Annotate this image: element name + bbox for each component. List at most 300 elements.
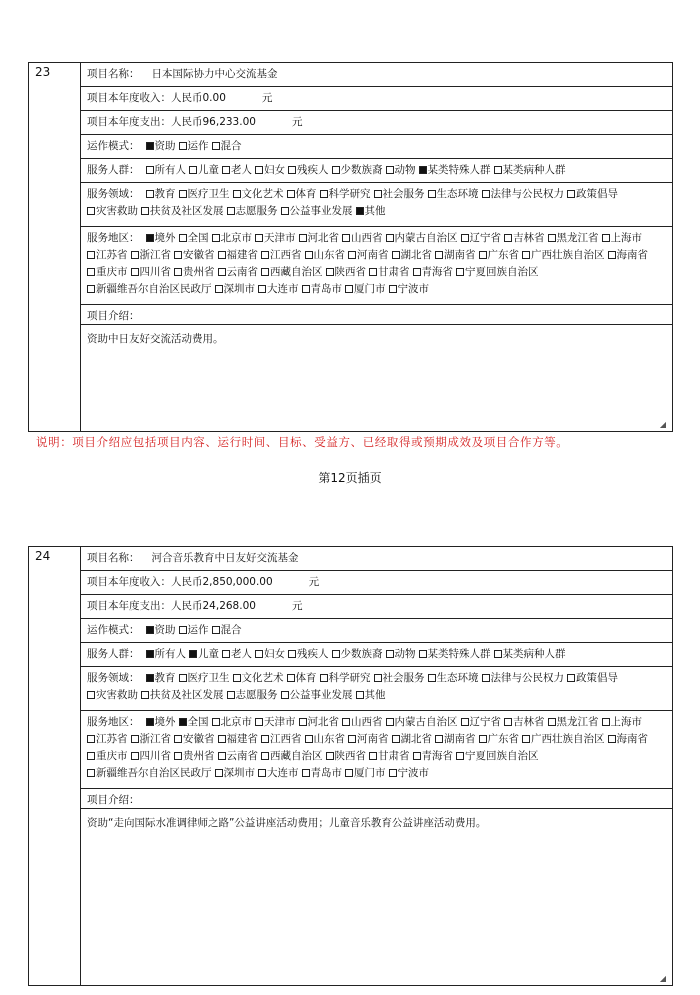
option-label: 四川省 [139, 750, 171, 762]
option-label: 广东省 [487, 249, 519, 261]
unchecked-box-icon[interactable] [179, 234, 187, 242]
checkbox-option[interactable] [386, 646, 416, 663]
checkbox-option[interactable] [131, 748, 172, 765]
checkbox-option[interactable] [174, 264, 215, 281]
field-label: 服务地区： [87, 716, 140, 728]
income-row [81, 87, 672, 111]
unchecked-box-icon[interactable] [302, 285, 310, 293]
checked-box-icon[interactable] [146, 718, 154, 726]
checkbox-option[interactable] [435, 247, 476, 264]
checkbox-option[interactable] [461, 714, 502, 731]
checkbox-option[interactable] [608, 247, 649, 264]
checkbox-option[interactable] [428, 670, 479, 687]
unchecked-box-icon[interactable] [179, 190, 187, 198]
checkbox-option[interactable] [218, 748, 259, 765]
option-label: 福建省 [226, 249, 258, 261]
checkbox-option[interactable] [332, 162, 383, 179]
unchecked-box-icon[interactable] [389, 285, 397, 293]
checkbox-option[interactable] [320, 186, 371, 203]
checkbox-option[interactable] [281, 203, 353, 220]
option-label: 陕西省 [334, 266, 366, 278]
checkbox-option[interactable] [369, 264, 410, 281]
unchecked-box-icon[interactable] [320, 190, 328, 198]
checked-box-icon[interactable] [179, 718, 187, 726]
option-label: 广西壮族自治区 [531, 733, 605, 745]
option-label: 科学研究 [328, 188, 371, 200]
unchecked-box-icon[interactable] [261, 735, 269, 743]
unchecked-box-icon[interactable] [233, 674, 241, 682]
checkbox-option[interactable] [233, 186, 284, 203]
checkbox-option[interactable] [413, 748, 454, 765]
checkbox-option[interactable] [356, 203, 386, 220]
checkbox-option[interactable] [389, 765, 430, 782]
unchecked-box-icon[interactable] [281, 207, 289, 215]
checkbox-option[interactable] [386, 230, 458, 247]
option-label: 混合 [220, 624, 242, 636]
checkbox-option[interactable] [389, 281, 430, 298]
checkbox-option[interactable] [419, 646, 491, 663]
unchecked-box-icon[interactable] [326, 752, 334, 760]
unchecked-box-icon[interactable] [332, 166, 340, 174]
unchecked-box-icon[interactable] [141, 207, 149, 215]
unchecked-box-icon[interactable] [87, 735, 95, 743]
checkbox-option[interactable] [255, 162, 285, 179]
option-label: 动物 [394, 164, 416, 176]
checkbox-option[interactable] [608, 731, 649, 748]
unchecked-box-icon[interactable] [146, 190, 154, 198]
unchecked-box-icon[interactable] [332, 650, 340, 658]
checked-box-icon[interactable] [146, 142, 154, 150]
unchecked-box-icon[interactable] [255, 166, 263, 174]
checkbox-option[interactable] [287, 186, 317, 203]
option-label: 老人 [231, 648, 252, 660]
checkbox-option[interactable] [482, 670, 565, 687]
checkbox-option[interactable] [348, 247, 389, 264]
checkbox-option[interactable] [218, 247, 259, 264]
checkbox-option[interactable] [146, 646, 187, 663]
checkbox-option[interactable] [320, 670, 371, 687]
checkbox-option[interactable] [281, 687, 353, 704]
option-label: 某类病种人群 [502, 164, 566, 176]
project-number: 23 [35, 65, 51, 79]
checkbox-option[interactable] [428, 186, 479, 203]
unchecked-box-icon[interactable] [212, 234, 220, 242]
option-label: 吉林省 [513, 232, 545, 244]
expense-value: 96,233.00 [202, 116, 256, 128]
unchecked-box-icon[interactable] [255, 718, 263, 726]
unchecked-box-icon[interactable] [215, 285, 223, 293]
unchecked-box-icon[interactable] [174, 268, 182, 276]
checkbox-option[interactable] [212, 230, 253, 247]
mode-row [81, 619, 672, 643]
unchecked-box-icon[interactable] [602, 718, 610, 726]
checkbox-option[interactable] [261, 264, 323, 281]
unchecked-box-icon[interactable] [146, 166, 154, 174]
checkbox-option[interactable] [131, 731, 172, 748]
checkbox-option[interactable] [146, 714, 176, 731]
unchecked-box-icon[interactable] [435, 735, 443, 743]
checked-box-icon[interactable] [146, 626, 154, 634]
unchecked-box-icon[interactable] [189, 166, 197, 174]
unchecked-box-icon[interactable] [419, 650, 427, 658]
unchecked-box-icon[interactable] [255, 234, 263, 242]
unchecked-box-icon[interactable] [212, 718, 220, 726]
checkbox-option[interactable] [179, 138, 209, 155]
unchecked-box-icon[interactable] [174, 251, 182, 259]
unchecked-box-icon[interactable] [482, 674, 490, 682]
unchecked-box-icon[interactable] [288, 166, 296, 174]
checkbox-option[interactable] [302, 281, 343, 298]
unchecked-box-icon[interactable] [87, 268, 95, 276]
intro-label-row [81, 305, 672, 325]
unchecked-box-icon[interactable] [258, 769, 266, 777]
unchecked-box-icon[interactable] [179, 626, 187, 634]
checkbox-option[interactable] [288, 646, 329, 663]
checkbox-option[interactable] [179, 186, 230, 203]
unchecked-box-icon[interactable] [413, 752, 421, 760]
checkbox-option[interactable] [435, 731, 476, 748]
checkbox-option[interactable] [305, 247, 346, 264]
checkbox-option[interactable] [288, 162, 329, 179]
unchecked-box-icon[interactable] [299, 718, 307, 726]
unchecked-box-icon[interactable] [212, 626, 220, 634]
unchecked-box-icon[interactable] [608, 735, 616, 743]
unchecked-box-icon[interactable] [548, 234, 556, 242]
checkbox-option[interactable] [215, 765, 256, 782]
unchecked-box-icon[interactable] [548, 718, 556, 726]
checkbox-option[interactable] [413, 264, 454, 281]
unchecked-box-icon[interactable] [87, 691, 95, 699]
checkbox-option[interactable] [141, 687, 224, 704]
checked-box-icon[interactable] [146, 674, 154, 682]
checkbox-option[interactable] [212, 714, 253, 731]
unchecked-box-icon[interactable] [456, 752, 464, 760]
unchecked-box-icon[interactable] [222, 650, 230, 658]
checkbox-option[interactable] [146, 138, 176, 155]
unchecked-box-icon[interactable] [386, 234, 394, 242]
unchecked-box-icon[interactable] [131, 752, 139, 760]
checkbox-option[interactable] [222, 162, 252, 179]
checkbox-option[interactable] [348, 731, 389, 748]
checkbox-option[interactable] [342, 230, 383, 247]
unchecked-box-icon[interactable] [369, 752, 377, 760]
unchecked-box-icon[interactable] [456, 268, 464, 276]
unchecked-box-icon[interactable] [608, 251, 616, 259]
checkbox-option[interactable] [131, 247, 172, 264]
unchecked-box-icon[interactable] [261, 268, 269, 276]
checkbox-option[interactable] [179, 670, 230, 687]
checkbox-option[interactable] [356, 687, 386, 704]
unchecked-box-icon[interactable] [227, 207, 235, 215]
checkbox-option[interactable] [255, 714, 296, 731]
unchecked-box-icon[interactable] [288, 650, 296, 658]
checkbox-option[interactable] [326, 264, 367, 281]
checkbox-option[interactable] [189, 162, 219, 179]
unchecked-box-icon[interactable] [386, 718, 394, 726]
checkbox-option[interactable] [227, 203, 278, 220]
unchecked-box-icon[interactable] [287, 674, 295, 682]
checkbox-option[interactable] [212, 622, 242, 639]
unchecked-box-icon[interactable] [345, 769, 353, 777]
unchecked-box-icon[interactable] [479, 251, 487, 259]
checkbox-option[interactable] [287, 670, 317, 687]
option-label: 云南省 [226, 750, 258, 762]
checkbox-option[interactable] [342, 714, 383, 731]
checkbox-option[interactable] [299, 714, 340, 731]
unchecked-box-icon[interactable] [131, 735, 139, 743]
unchecked-box-icon[interactable] [567, 674, 575, 682]
expense-row [81, 595, 672, 619]
option-label: 资助 [154, 140, 176, 152]
unchecked-box-icon[interactable] [602, 234, 610, 242]
checkbox-option[interactable] [386, 162, 416, 179]
option-label: 科学研究 [328, 672, 371, 684]
unchecked-box-icon[interactable] [131, 268, 139, 276]
unchecked-box-icon[interactable] [389, 769, 397, 777]
unchecked-box-icon[interactable] [218, 752, 226, 760]
currency-label: 人民币 [171, 92, 203, 104]
checkbox-option[interactable] [179, 622, 209, 639]
checkbox-option[interactable] [146, 622, 176, 639]
option-label: 新疆维吾尔自治区民政厅 [96, 767, 212, 779]
unchecked-box-icon[interactable] [87, 251, 95, 259]
checkbox-option[interactable] [482, 186, 565, 203]
option-label: 广西壮族自治区 [531, 249, 605, 261]
checkbox-option[interactable] [87, 765, 212, 782]
unchecked-box-icon[interactable] [320, 674, 328, 682]
unchecked-box-icon[interactable] [326, 268, 334, 276]
checked-box-icon[interactable] [146, 650, 154, 658]
checkbox-option[interactable] [504, 714, 545, 731]
unchecked-box-icon[interactable] [305, 735, 313, 743]
checkbox-option[interactable] [146, 670, 176, 687]
intro-text-area[interactable] [81, 809, 672, 991]
checkbox-option[interactable] [522, 731, 605, 748]
checkbox-option[interactable] [494, 162, 566, 179]
checked-box-icon[interactable] [189, 650, 197, 658]
unchecked-box-icon[interactable] [522, 251, 530, 259]
option-label: 江西省 [270, 733, 302, 745]
checkbox-option[interactable] [386, 714, 458, 731]
resize-grip-icon[interactable]: ◢ [659, 974, 666, 983]
unchecked-box-icon[interactable] [179, 142, 187, 150]
unchecked-box-icon[interactable] [141, 691, 149, 699]
checkbox-option[interactable] [602, 714, 643, 731]
checkbox-option[interactable] [146, 162, 187, 179]
checkbox-option[interactable] [261, 731, 302, 748]
unchecked-box-icon[interactable] [261, 251, 269, 259]
checkbox-option[interactable] [233, 670, 284, 687]
option-label: 新疆维吾尔自治区民政厅 [96, 283, 212, 295]
unchecked-box-icon[interactable] [212, 142, 220, 150]
checkbox-option[interactable] [174, 247, 215, 264]
intro-text-area[interactable] [81, 325, 672, 437]
unchecked-box-icon[interactable] [392, 735, 400, 743]
checkbox-option[interactable] [456, 748, 539, 765]
checkbox-option[interactable] [548, 230, 599, 247]
checkbox-option[interactable] [392, 247, 433, 264]
checkbox-option[interactable] [522, 247, 605, 264]
checkbox-option[interactable] [255, 230, 296, 247]
unchecked-box-icon[interactable] [461, 234, 469, 242]
option-label: 湖南省 [444, 249, 476, 261]
checkbox-option[interactable] [87, 203, 138, 220]
unchecked-box-icon[interactable] [174, 752, 182, 760]
checked-box-icon[interactable] [356, 207, 364, 215]
option-label: 重庆市 [96, 750, 128, 762]
checkbox-option[interactable] [87, 731, 128, 748]
unchecked-box-icon[interactable] [131, 251, 139, 259]
checkbox-option[interactable] [227, 687, 278, 704]
unchecked-box-icon[interactable] [218, 735, 226, 743]
unchecked-box-icon[interactable] [218, 251, 226, 259]
unchecked-box-icon[interactable] [87, 769, 95, 777]
checkbox-option[interactable] [258, 765, 299, 782]
unchecked-box-icon[interactable] [504, 718, 512, 726]
unchecked-box-icon[interactable] [305, 251, 313, 259]
unchecked-box-icon[interactable] [479, 735, 487, 743]
unchecked-box-icon[interactable] [435, 251, 443, 259]
checkbox-option[interactable] [174, 731, 215, 748]
checkbox-option[interactable] [602, 230, 643, 247]
checked-box-icon[interactable] [146, 234, 154, 242]
unchecked-box-icon[interactable] [413, 268, 421, 276]
checkbox-option[interactable] [567, 186, 618, 203]
unchecked-box-icon[interactable] [348, 251, 356, 259]
checkbox-option[interactable] [179, 714, 209, 731]
option-label: 妇女 [264, 648, 285, 660]
option-label: 河南省 [357, 249, 389, 261]
checkbox-option[interactable] [87, 264, 128, 281]
unchecked-box-icon[interactable] [494, 650, 502, 658]
unchecked-box-icon[interactable] [281, 691, 289, 699]
unchecked-box-icon[interactable] [233, 190, 241, 198]
unchecked-box-icon[interactable] [87, 285, 95, 293]
unchecked-box-icon[interactable] [345, 285, 353, 293]
checkbox-option[interactable] [494, 646, 566, 663]
unchecked-box-icon[interactable] [342, 718, 350, 726]
unchecked-box-icon[interactable] [374, 190, 382, 198]
checkbox-option[interactable] [305, 731, 346, 748]
unchecked-box-icon[interactable] [348, 735, 356, 743]
unchecked-box-icon[interactable] [222, 166, 230, 174]
checkbox-option[interactable] [261, 748, 323, 765]
unchecked-box-icon[interactable] [461, 718, 469, 726]
checkbox-option[interactable] [218, 731, 259, 748]
field-label: 服务人群： [87, 648, 140, 660]
checkbox-option[interactable] [419, 162, 491, 179]
checkbox-option[interactable] [479, 247, 520, 264]
option-label: 辽宁省 [469, 716, 501, 728]
page-insert-label: 第12页插页 [318, 471, 382, 485]
unchecked-box-icon[interactable] [218, 268, 226, 276]
unchecked-box-icon[interactable] [302, 769, 310, 777]
checkbox-option[interactable] [255, 646, 285, 663]
unchecked-box-icon[interactable] [356, 691, 364, 699]
unchecked-box-icon[interactable] [567, 190, 575, 198]
unchecked-box-icon[interactable] [482, 190, 490, 198]
checkbox-option[interactable] [212, 138, 242, 155]
option-label: 扶贫及社区发展 [150, 205, 224, 217]
unchecked-box-icon[interactable] [369, 268, 377, 276]
unchecked-box-icon[interactable] [227, 691, 235, 699]
checkbox-option[interactable] [548, 714, 599, 731]
checkbox-option[interactable] [174, 748, 215, 765]
option-label: 甘肃省 [378, 750, 410, 762]
checkbox-option[interactable] [332, 646, 383, 663]
checkbox-option[interactable] [218, 264, 259, 281]
checkbox-option[interactable] [87, 687, 138, 704]
checkbox-option[interactable] [302, 765, 343, 782]
checkbox-option[interactable] [345, 765, 386, 782]
unit-label: 元 [291, 600, 303, 612]
unchecked-box-icon[interactable] [374, 674, 382, 682]
unchecked-box-icon[interactable] [174, 735, 182, 743]
unchecked-box-icon[interactable] [428, 190, 436, 198]
unchecked-box-icon[interactable] [522, 735, 530, 743]
resize-grip-icon[interactable]: ◢ [659, 420, 666, 429]
unchecked-box-icon[interactable] [179, 674, 187, 682]
checkbox-option[interactable] [189, 646, 219, 663]
checkbox-option[interactable] [87, 281, 212, 298]
unchecked-box-icon[interactable] [428, 674, 436, 682]
unchecked-box-icon[interactable] [504, 234, 512, 242]
checkbox-option[interactable] [146, 186, 176, 203]
checkbox-option[interactable] [299, 230, 340, 247]
checkbox-option[interactable] [215, 281, 256, 298]
checkbox-option[interactable] [504, 230, 545, 247]
checkbox-option[interactable] [87, 748, 128, 765]
checkbox-option[interactable] [479, 731, 520, 748]
checkbox-option[interactable] [222, 646, 252, 663]
unchecked-box-icon[interactable] [255, 650, 263, 658]
checkbox-option[interactable] [567, 670, 618, 687]
option-label: 安徽省 [183, 733, 215, 745]
option-label: 某类特殊人群 [427, 164, 491, 176]
option-label: 青岛市 [310, 767, 342, 779]
checkbox-option[interactable] [146, 230, 176, 247]
checked-box-icon[interactable] [419, 166, 427, 174]
unchecked-box-icon[interactable] [261, 752, 269, 760]
unchecked-box-icon[interactable] [87, 752, 95, 760]
checkbox-option[interactable] [258, 281, 299, 298]
unchecked-box-icon[interactable] [386, 166, 394, 174]
checkbox-option[interactable] [87, 247, 128, 264]
unchecked-box-icon[interactable] [299, 234, 307, 242]
checkbox-option[interactable] [261, 247, 302, 264]
unchecked-box-icon[interactable] [392, 251, 400, 259]
checkbox-option[interactable] [326, 748, 367, 765]
unchecked-box-icon[interactable] [287, 190, 295, 198]
unchecked-box-icon[interactable] [342, 234, 350, 242]
checkbox-option[interactable] [456, 264, 539, 281]
unchecked-box-icon[interactable] [87, 207, 95, 215]
checkbox-option[interactable] [374, 186, 425, 203]
checkbox-option[interactable] [141, 203, 224, 220]
checkbox-option[interactable] [374, 670, 425, 687]
checkbox-option[interactable] [369, 748, 410, 765]
unchecked-box-icon[interactable] [386, 650, 394, 658]
unchecked-box-icon[interactable] [215, 769, 223, 777]
checkbox-option[interactable] [461, 230, 502, 247]
checkbox-option[interactable] [392, 731, 433, 748]
checkbox-option[interactable] [345, 281, 386, 298]
checkbox-option[interactable] [179, 230, 209, 247]
unchecked-box-icon[interactable] [494, 166, 502, 174]
unchecked-box-icon[interactable] [258, 285, 266, 293]
checkbox-option[interactable] [131, 264, 172, 281]
option-label: 上海市 [610, 232, 642, 244]
